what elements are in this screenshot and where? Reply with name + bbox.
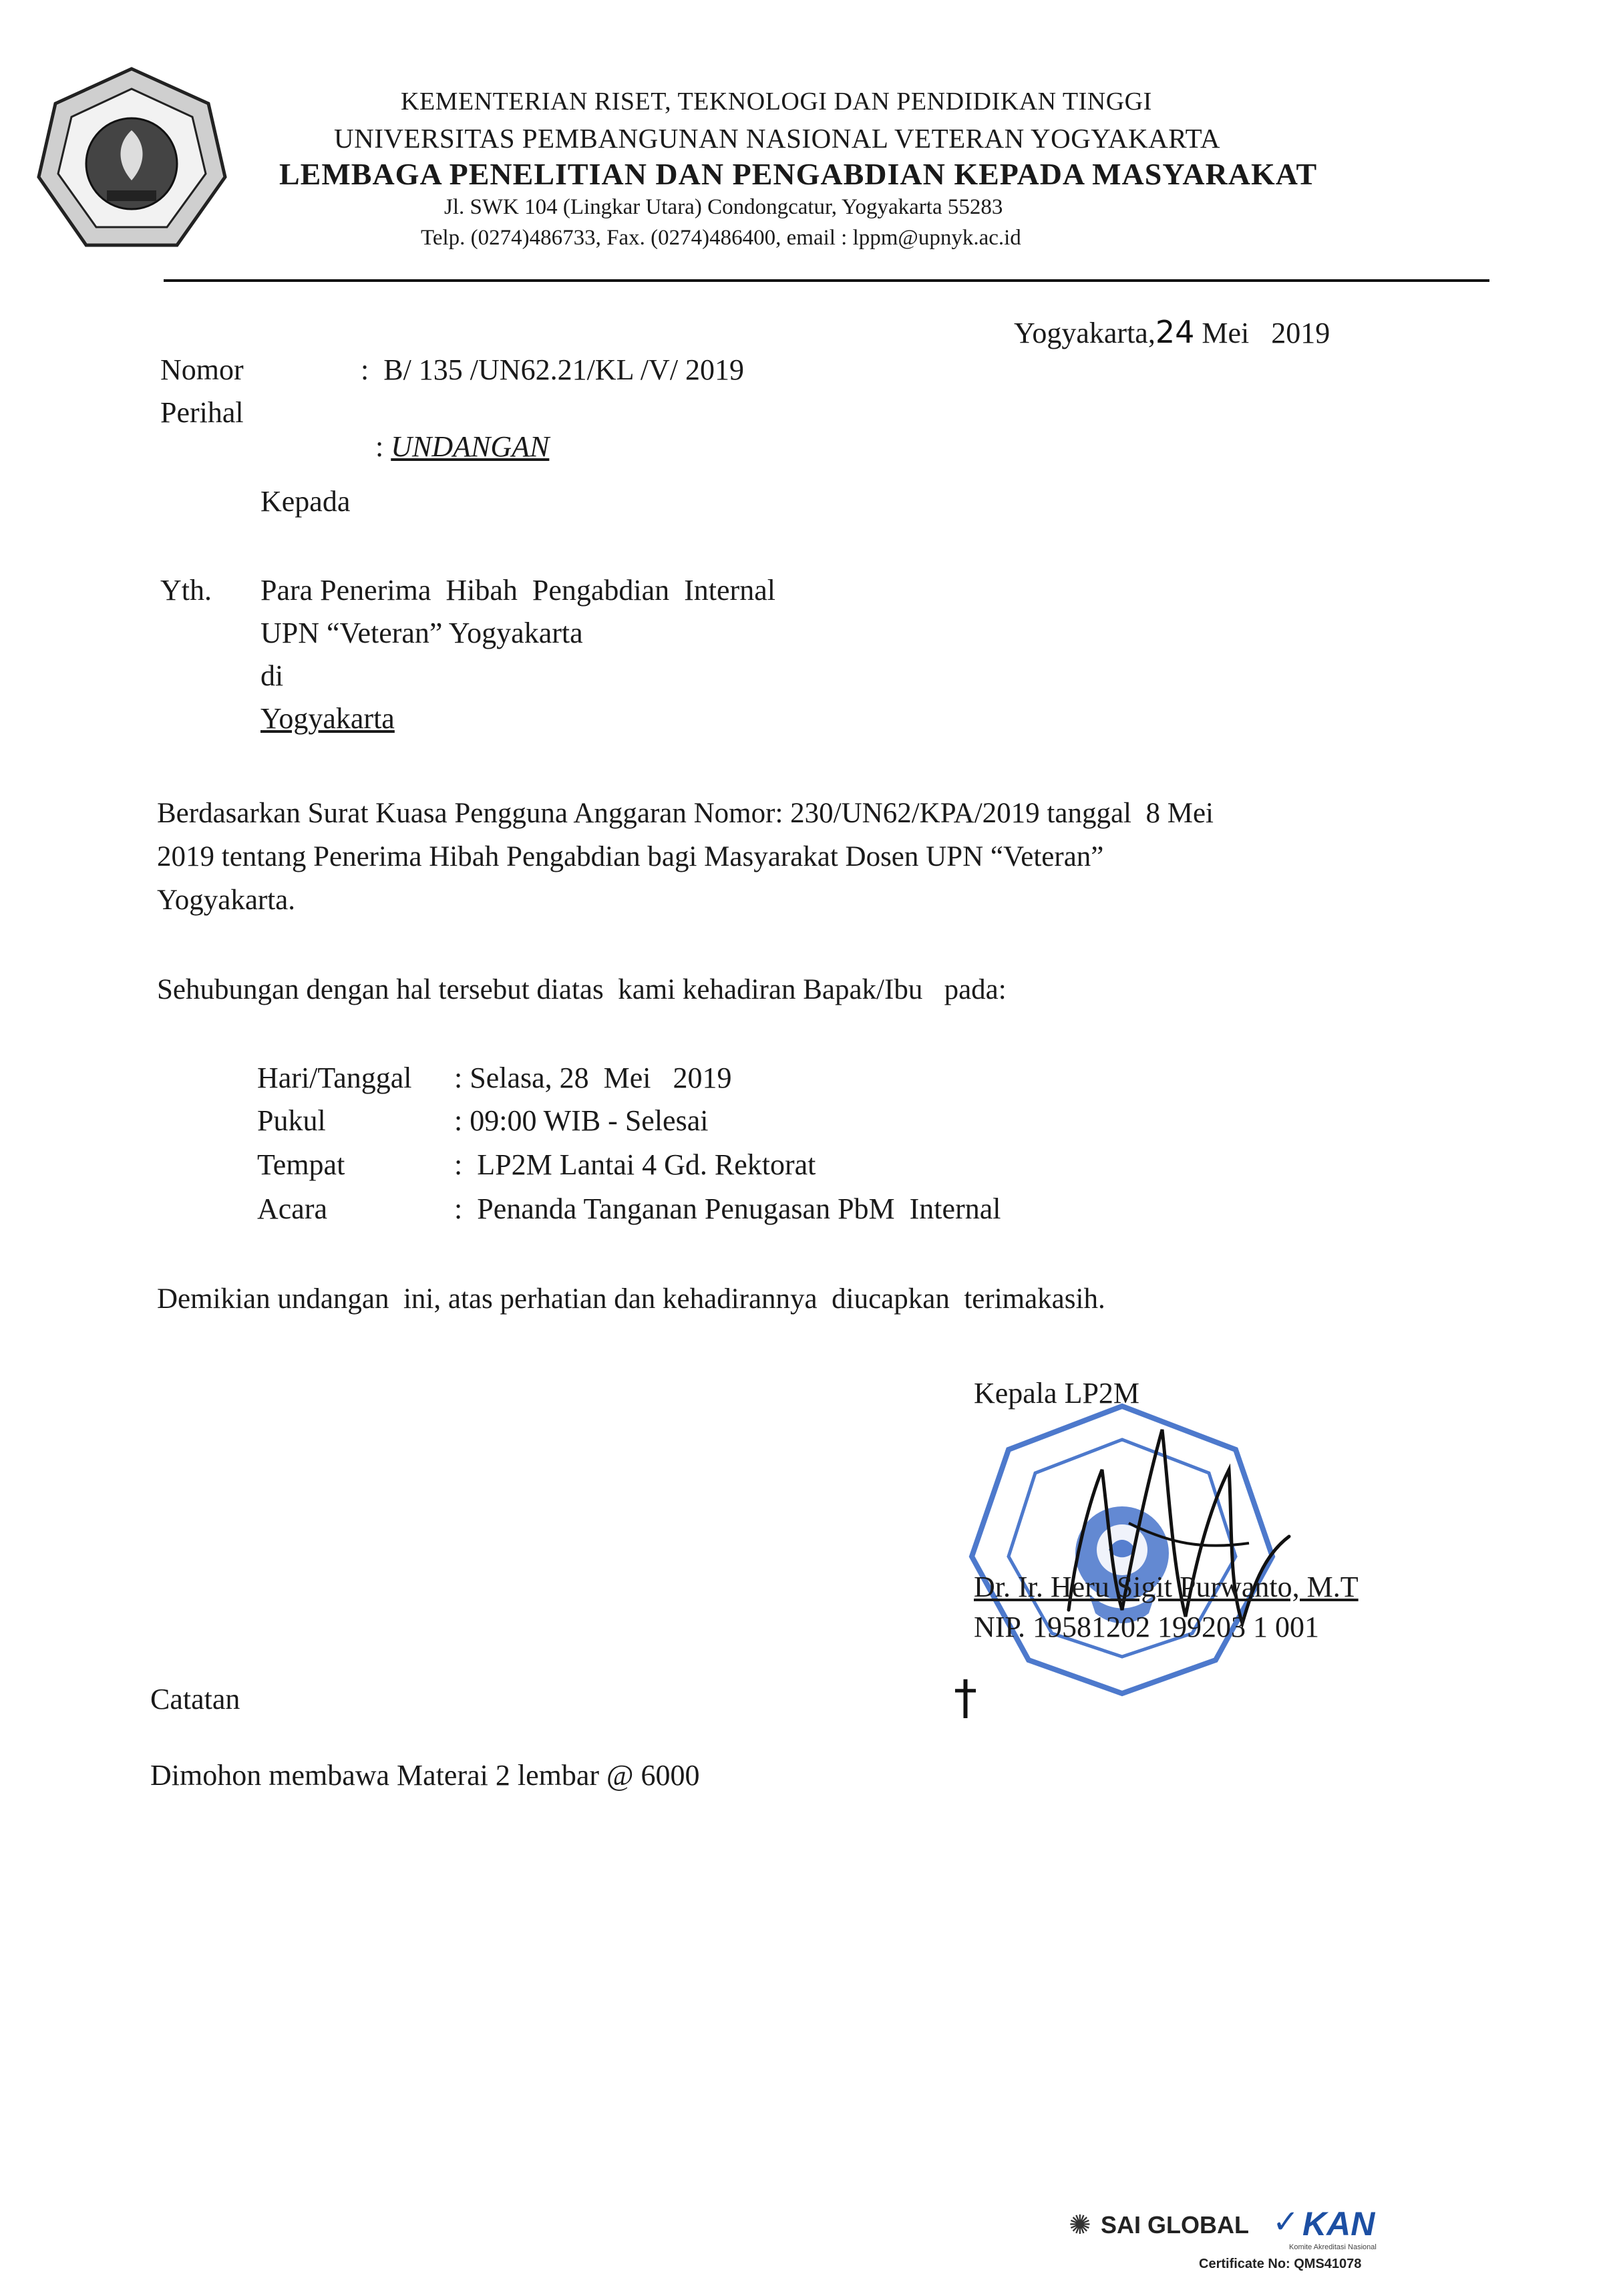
- note-text: Dimohon membawa Materai 2 lembar @ 6000: [150, 1759, 700, 1792]
- note-label: Catatan: [150, 1683, 240, 1715]
- body-line: 2019 tentang Penerima Hibah Pengabdian bagi Masyarakat Dosen UPN “Veteran”: [157, 841, 1104, 872]
- body-line: Berdasarkan Surat Kuasa Pengguna Anggaran Nomor: 230/UN62/KPA/2019 tanggal 8 Mei: [157, 798, 1214, 829]
- nomor-value: : B/ 135 /UN62.21/KL /V/ 2019: [361, 353, 745, 386]
- date-month-year: Mei 2019: [1202, 317, 1330, 349]
- university-logo: [33, 63, 230, 261]
- perihal-colon: :: [375, 430, 391, 463]
- certification-footer: [1069, 2204, 1416, 2285]
- university-name: UNIVERSITAS PEMBANGUNAN NASIONAL VETERAN YOGYAKARTA: [334, 123, 1220, 154]
- event-label: Hari/Tanggal: [257, 1061, 412, 1094]
- perihal-label: Perihal: [160, 396, 244, 429]
- body-line: Yogyakarta.: [157, 884, 296, 916]
- certificate-number: Certificate No: QMS41078: [1199, 2257, 1362, 2271]
- sai-global-text: SAI GLOBAL: [1101, 2211, 1249, 2239]
- event-label: Acara: [257, 1192, 328, 1225]
- signature-title: Kepala LP2M: [974, 1377, 1140, 1410]
- event-label: Pukul: [257, 1104, 326, 1137]
- nomor-label: Nomor: [160, 353, 244, 386]
- letter-date: [1014, 314, 1330, 350]
- contact: Telp. (0274)486733, Fax. (0274)486400, email : lppm@upnyk.ac.id: [421, 226, 1021, 250]
- signatory-nip: NIP. 19581202 199203 1 001: [974, 1611, 1320, 1643]
- closing-text: Demikian undangan ini, atas perhatian dan kehadirannya diucapkan terimakasih.: [157, 1283, 1105, 1315]
- kan-check-icon: ✓: [1272, 2203, 1300, 2241]
- kan-subtitle: Komite Akreditasi Nasional: [1289, 2243, 1377, 2251]
- recipient-line: Para Penerima Hibah Pengabdian Internal: [260, 574, 775, 607]
- body-line: Sehubungan dengan hal tersebut diatas kami kehadiran Bapak/Ibu pada:: [157, 974, 1007, 1005]
- header-divider: [164, 279, 1489, 282]
- recipient-line: di: [260, 659, 284, 692]
- event-value: : Selasa, 28 Mei 2019: [454, 1061, 732, 1094]
- ministry-name: KEMENTERIAN RISET, TEKNOLOGI DAN PENDIDIKAN TINGGI: [401, 88, 1152, 116]
- event-value: : 09:00 WIB - Selesai: [454, 1104, 709, 1137]
- perihal-value: UNDANGAN: [391, 430, 550, 463]
- event-value: : Penanda Tanganan Penugasan PbM Internal: [454, 1192, 1001, 1225]
- event-label: Tempat: [257, 1148, 345, 1181]
- perihal-row: [361, 395, 549, 464]
- recipient-city: Yogyakarta: [260, 702, 395, 735]
- signatory-name: Dr. Ir. Heru Sigit Purwanto, M.T: [974, 1571, 1359, 1603]
- paraf-initial: †: [954, 1670, 977, 1725]
- date-day: 24: [1155, 314, 1195, 350]
- recipient-line: UPN “Veteran” Yogyakarta: [260, 617, 583, 649]
- event-value: : LP2M Lantai 4 Gd. Rektorat: [454, 1148, 816, 1181]
- address: Jl. SWK 104 (Lingkar Utara) Condongcatur, Yogyakarta 55283: [444, 195, 1003, 219]
- institute-name: LEMBAGA PENELITIAN DAN PENGABDIAN KEPADA MASYARAKAT: [279, 157, 1318, 191]
- sai-global-icon: ✺: [1069, 2210, 1091, 2241]
- date-place: Yogyakarta,: [1014, 317, 1155, 349]
- yth-label: Yth.: [160, 574, 212, 607]
- kepada-label: Kepada: [260, 485, 351, 518]
- kan-logo: KAN: [1302, 2205, 1375, 2243]
